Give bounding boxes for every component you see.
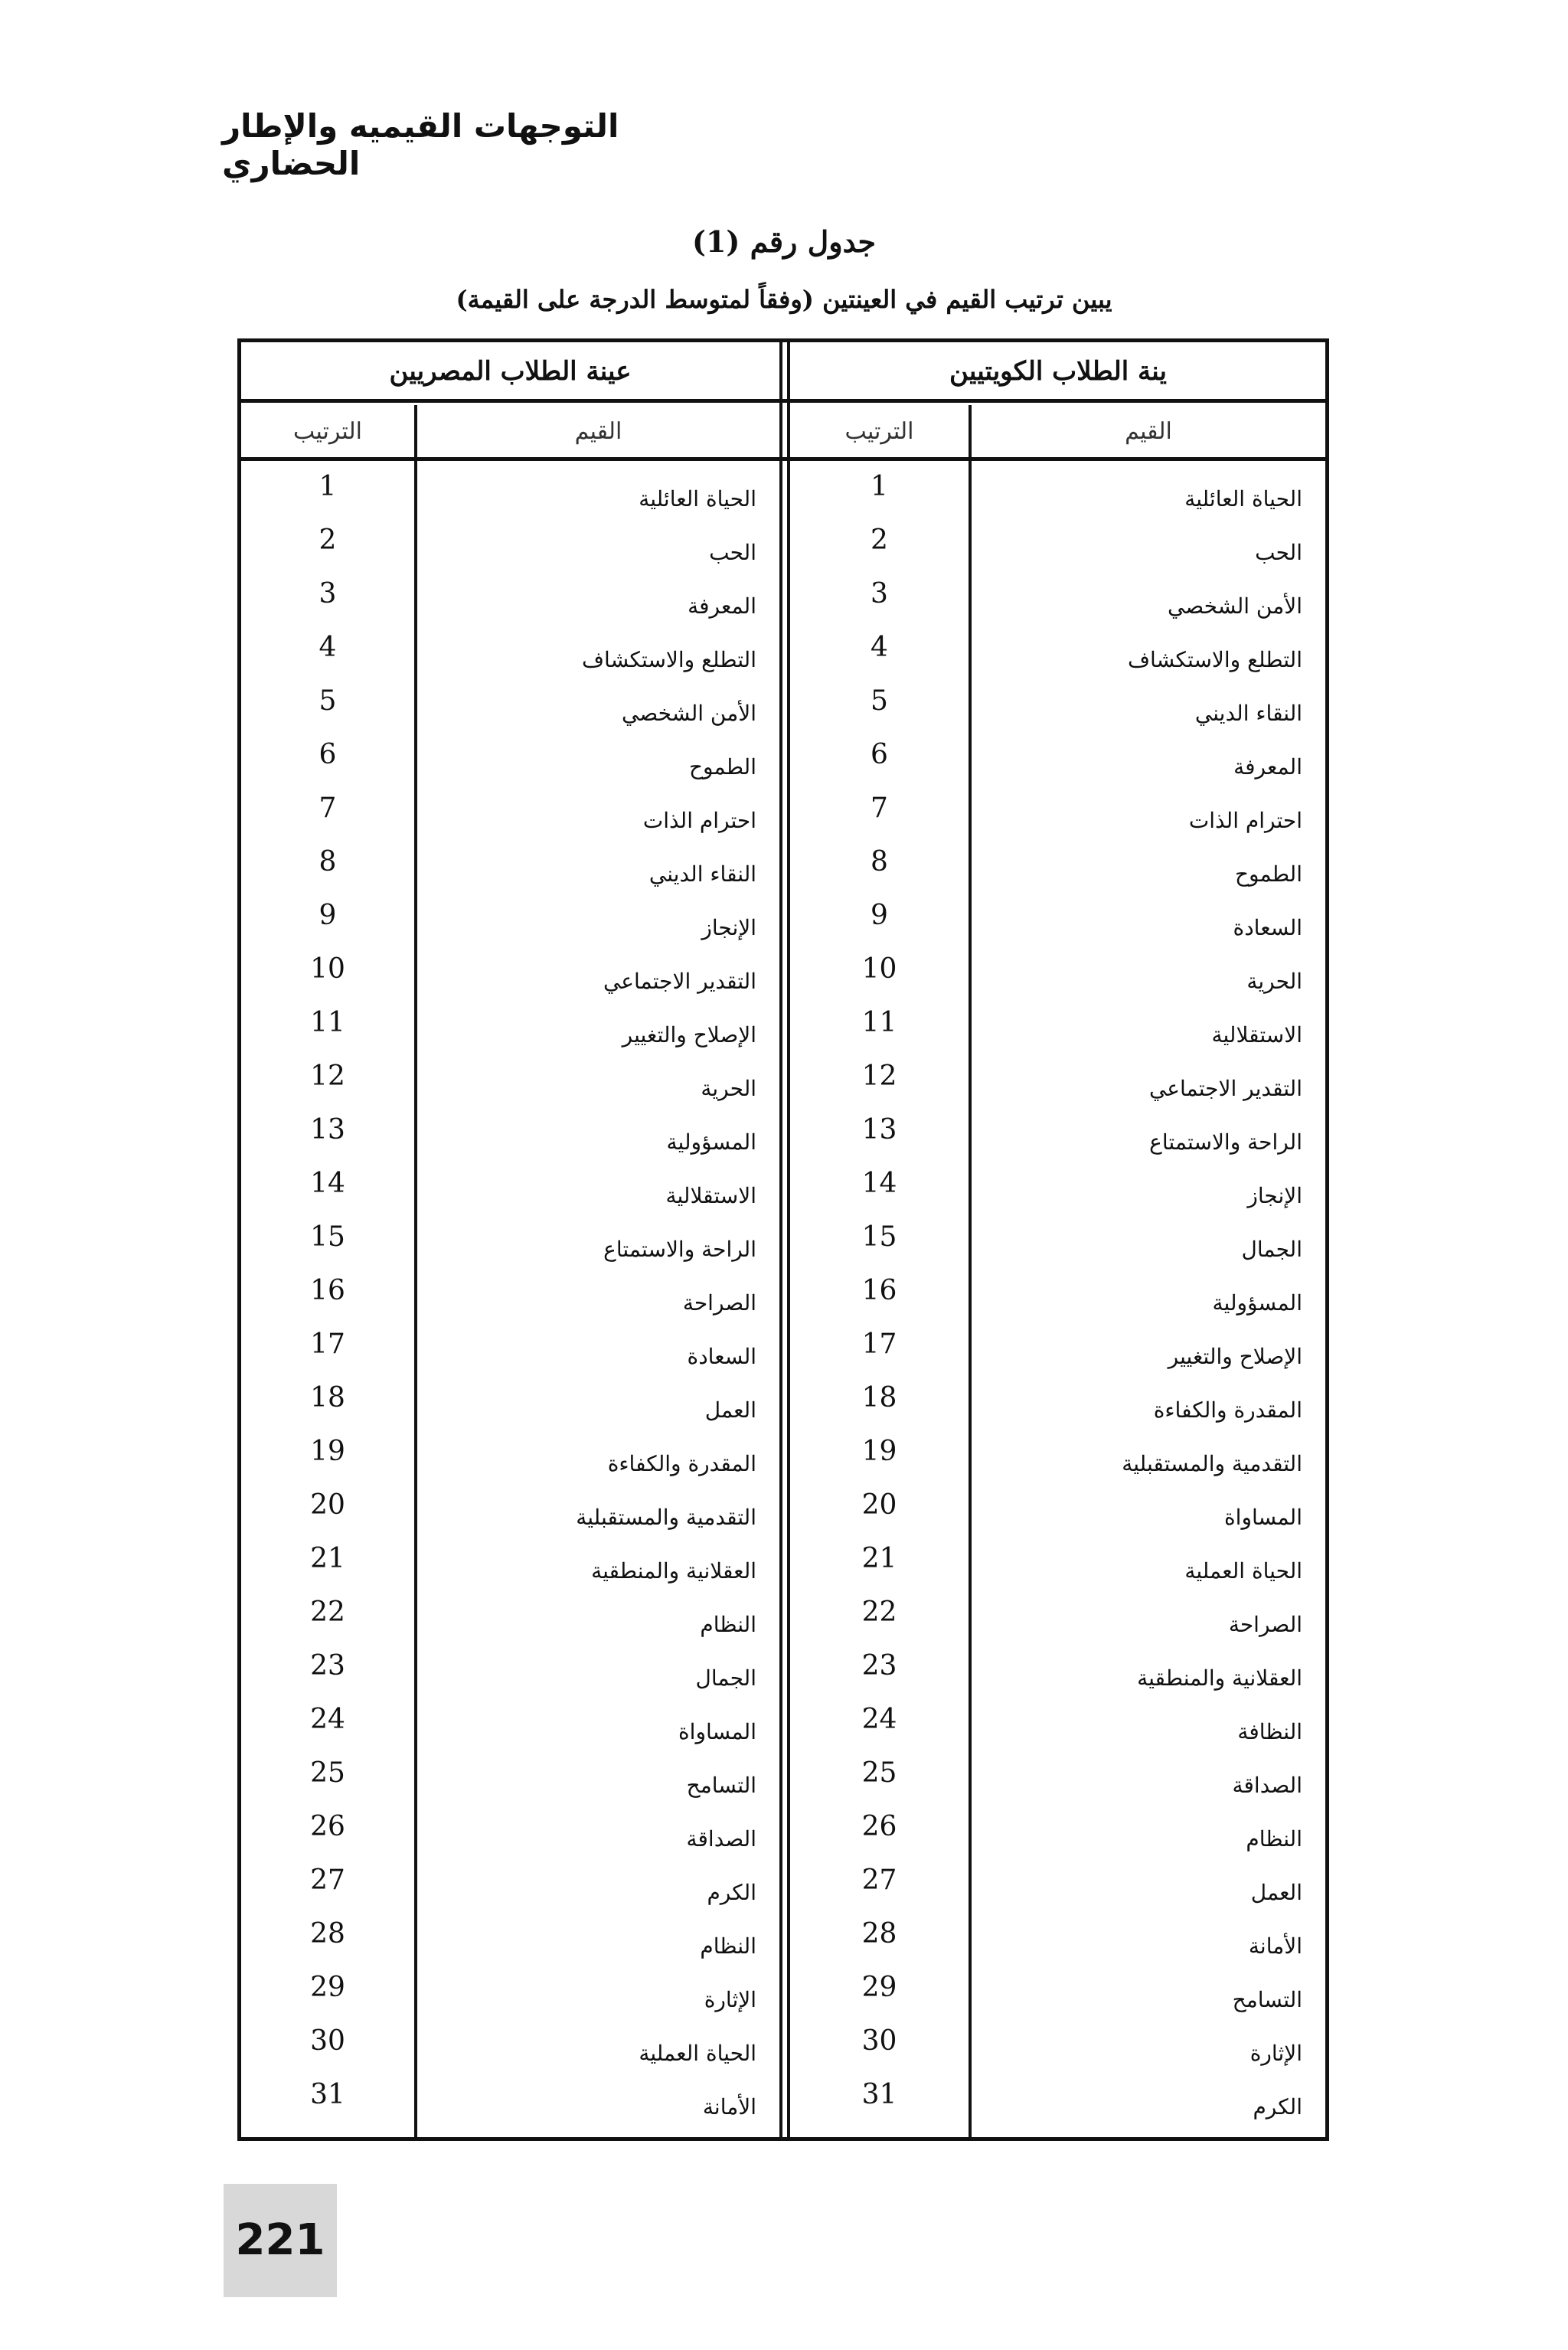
kuwaiti-rank-cell: 3 — [871, 578, 888, 610]
table-row — [241, 1482, 1325, 1535]
table-row — [241, 1589, 1325, 1642]
kuwaiti-rank-cell: 26 — [861, 1811, 897, 1842]
kuwaiti-value-cell: السعادة — [1233, 915, 1302, 940]
table-row — [241, 946, 1325, 999]
kuwaiti-value-cell: النقاء الديني — [1194, 701, 1302, 726]
kuwaiti-value-cell: الإنجاز — [1247, 1183, 1302, 1208]
egyptian-value-cell: الأمانة — [702, 2094, 756, 2120]
egyptian-rank-cell: 6 — [318, 739, 337, 770]
egyptian-value-cell: المساواة — [678, 1719, 756, 1744]
egyptian-rank-cell: 13 — [310, 1114, 345, 1146]
table-row — [241, 2071, 1325, 2125]
egyptian-rank-cell: 16 — [310, 1275, 345, 1306]
kuwaiti-rank-cell: 24 — [861, 1704, 897, 1735]
egyptian-value-cell: النظام — [700, 1933, 756, 1959]
egyptian-value-cell: الصراحة — [682, 1290, 756, 1316]
egyptian-rank-cell: 25 — [310, 1757, 345, 1789]
egyptian-rank-cell: 26 — [310, 1811, 345, 1842]
kuwaiti-rank-cell: 10 — [861, 953, 897, 985]
egyptian-rank-cell: 15 — [310, 1221, 345, 1253]
kuwaiti-value-cell: الإصلاح والتغيير — [1168, 1344, 1302, 1369]
kuwaiti-value-cell: الأمن الشخصي — [1168, 593, 1302, 619]
table-row — [241, 570, 1325, 624]
egyptian-rank-cell: 21 — [310, 1543, 345, 1574]
kuwaiti-value-cell: المعرفة — [1233, 754, 1302, 780]
egyptian-value-cell: الكرم — [707, 1880, 756, 1905]
kuwaiti-rank-cell: 15 — [861, 1221, 897, 1253]
egyptian-rank-cell: 19 — [310, 1436, 345, 1467]
kuwaiti-rank-cell: 9 — [871, 900, 888, 931]
egyptian-value-cell: المسؤولية — [666, 1129, 756, 1155]
table-row — [241, 999, 1325, 1053]
ranking-table — [237, 338, 1329, 2141]
kuwaiti-rank-cell: 17 — [861, 1329, 897, 1360]
kuwaiti-value-cell: التطلع والاستكشاف — [1128, 647, 1302, 672]
egyptian-rank-cell: 22 — [310, 1597, 345, 1628]
kuwaiti-rank-cell: 6 — [871, 739, 888, 770]
egyptian-value-cell: التقدير الاجتماعي — [603, 969, 756, 994]
kuwaiti-value-cell: العقلانية والمنطقية — [1137, 1665, 1302, 1691]
kuwaiti-value-cell: النظام — [1246, 1826, 1302, 1852]
kuwaiti-value-cell: الكرم — [1253, 2094, 1302, 2120]
kuwaiti-rank-cell: 22 — [861, 1597, 897, 1628]
kuwaiti-value-cell: الأمانة — [1248, 1933, 1302, 1959]
egyptian-rank-cell: 28 — [310, 1918, 345, 1950]
kuwaiti-rank-cell: 28 — [861, 1918, 897, 1950]
kuwaiti-rank-cell: 14 — [861, 1168, 897, 1199]
kuwaiti-value-cell: المساواة — [1224, 1505, 1302, 1530]
table-row — [241, 1106, 1325, 1160]
table-row — [241, 1857, 1325, 1910]
kuwaiti-value-cell: الحب — [1255, 540, 1302, 565]
egyptian-value-cell: المقدرة والكفاءة — [607, 1451, 756, 1476]
kuwaiti-value-cell: الطموح — [1234, 861, 1302, 887]
egyptian-rank-cell: 17 — [310, 1329, 345, 1360]
egyptian-value-cell: الجمال — [695, 1665, 756, 1691]
kuwaiti-value-cell: التقدير الاجتماعي — [1148, 1076, 1302, 1101]
egyptian-value-cell: النقاء الديني — [648, 861, 756, 887]
egyptian-rank-cell: 3 — [318, 578, 337, 610]
kuwaiti-rank-cell: 20 — [861, 1489, 897, 1521]
egyptian-rank-cell: 20 — [310, 1489, 345, 1521]
kuwaiti-value-cell: الصداقة — [1232, 1773, 1302, 1798]
table-row — [241, 678, 1325, 731]
table-row — [241, 731, 1325, 785]
egyptian-rank-cell: 18 — [310, 1382, 345, 1414]
egyptian-value-cell: الطموح — [688, 754, 756, 780]
kuwaiti-sample-title: ينة الطلاب الكويتيين — [949, 356, 1167, 387]
running-header: التوجهات القيميه والإطار الحضاري — [222, 107, 619, 182]
table-number: جدول رقم (1) — [691, 224, 877, 259]
kuwaiti-rank-cell: 16 — [861, 1275, 897, 1306]
egyptian-rank-cell: 8 — [318, 846, 337, 878]
kuwaiti-value-cell: الراحة والاستمتاع — [1149, 1129, 1302, 1155]
egyptian-value-cell: الحب — [709, 540, 756, 565]
kuwaiti-rank-cell: 8 — [871, 846, 888, 878]
kuwaiti-value-cell: الاستقلالية — [1211, 1022, 1302, 1048]
table-row — [241, 1910, 1325, 1964]
kuwaiti-rank-cell: 2 — [871, 525, 888, 556]
table-row — [241, 785, 1325, 838]
table-row — [241, 1428, 1325, 1482]
egyptian-value-cell: الاستقلالية — [665, 1183, 756, 1208]
table-row — [241, 1160, 1325, 1214]
kuwaiti-rank-cell: 30 — [861, 2025, 897, 2057]
egyptian-rank-cell: 12 — [310, 1061, 345, 1092]
egyptian-value-cell: العمل — [704, 1397, 756, 1423]
page-number: 221 — [224, 2184, 337, 2297]
egyptian-value-cell: التطلع والاستكشاف — [582, 647, 756, 672]
kuwaiti-value-cell: الإثارة — [1250, 2041, 1302, 2066]
egyptian-rank-cell: 24 — [310, 1704, 345, 1735]
kuwaiti-rank-cell: 12 — [861, 1061, 897, 1092]
egyptian-value-cell: الإنجاز — [701, 915, 756, 940]
egyptian-value-cell: النظام — [700, 1612, 756, 1637]
table-row — [241, 2018, 1325, 2071]
egyptian-value-cell: الإصلاح والتغيير — [622, 1022, 756, 1048]
kuwaiti-value-cell: احترام الذات — [1188, 808, 1302, 833]
kuwaiti-rank-cell: 1 — [871, 471, 888, 502]
kuwaiti-rank-cell: 4 — [871, 632, 888, 663]
egyptian-rank-cell: 9 — [318, 900, 337, 931]
egyptian-rank-cell: 27 — [310, 1865, 345, 1896]
kuwaiti-rank-header: الترتيب — [844, 418, 914, 445]
table-row — [241, 892, 1325, 946]
egyptian-value-header: القيم — [574, 418, 622, 445]
egyptian-rank-cell: 30 — [310, 2025, 345, 2057]
egyptian-value-cell: التقدمية والمستقبلية — [576, 1505, 756, 1530]
kuwaiti-value-cell: الصراحة — [1228, 1612, 1302, 1637]
kuwaiti-rank-cell: 21 — [861, 1543, 897, 1574]
egyptian-value-cell: الصداقة — [686, 1826, 756, 1852]
egyptian-sample-title: عينة الطلاب المصريين — [389, 356, 632, 387]
kuwaiti-rank-cell: 23 — [861, 1650, 897, 1682]
kuwaiti-rank-cell: 19 — [861, 1436, 897, 1467]
egyptian-value-cell: المعرفة — [688, 593, 756, 619]
egyptian-value-cell: الحياة العائلية — [639, 486, 756, 512]
table-row — [241, 1696, 1325, 1750]
kuwaiti-rank-cell: 5 — [871, 685, 888, 717]
kuwaiti-value-cell: الجمال — [1241, 1237, 1302, 1262]
egyptian-value-cell: الحياة العملية — [639, 2041, 756, 2066]
egyptian-rank-cell: 4 — [318, 632, 337, 663]
kuwaiti-rank-cell: 13 — [861, 1114, 897, 1146]
kuwaiti-rank-cell: 27 — [861, 1865, 897, 1896]
kuwaiti-value-cell: النظافة — [1237, 1719, 1302, 1744]
table-row — [241, 1214, 1325, 1267]
table-row — [241, 1267, 1325, 1321]
kuwaiti-value-cell: العمل — [1250, 1880, 1302, 1905]
kuwaiti-value-cell: المسؤولية — [1212, 1290, 1302, 1316]
kuwaiti-rank-cell: 25 — [861, 1757, 897, 1789]
table-row — [241, 838, 1325, 892]
table-row — [241, 517, 1325, 570]
table-row — [241, 1053, 1325, 1106]
table-row — [241, 1803, 1325, 1857]
egyptian-rank-cell: 7 — [318, 793, 337, 824]
table-row — [241, 1374, 1325, 1428]
kuwaiti-value-cell: الحرية — [1246, 969, 1302, 994]
egyptian-value-cell: العقلانية والمنطقية — [591, 1558, 756, 1584]
kuwaiti-rank-cell: 7 — [871, 793, 888, 824]
table-row — [241, 1535, 1325, 1589]
egyptian-rank-cell: 1 — [318, 471, 337, 502]
table-row — [241, 1642, 1325, 1696]
egyptian-rank-cell: 31 — [310, 2079, 345, 2110]
egyptian-rank-cell: 14 — [310, 1168, 345, 1199]
table-row — [241, 1964, 1325, 2018]
egyptian-rank-cell: 2 — [318, 525, 337, 556]
table-caption: يبين ترتيب القيم في العينتين (وفقاً لمتوسط الدرجة على القيمة) — [456, 285, 1112, 314]
table-row — [241, 1321, 1325, 1374]
egyptian-rank-cell: 10 — [310, 953, 345, 985]
egyptian-value-cell: التسامح — [686, 1773, 756, 1798]
kuwaiti-value-cell: التقدمية والمستقبلية — [1122, 1451, 1302, 1476]
kuwaiti-rank-cell: 11 — [861, 1007, 897, 1038]
egyptian-rank-cell: 11 — [310, 1007, 345, 1038]
egyptian-value-cell: الحرية — [701, 1076, 756, 1101]
table-row — [241, 463, 1325, 517]
table-row — [241, 624, 1325, 678]
egyptian-rank-cell: 5 — [318, 685, 337, 717]
egyptian-rank-cell: 29 — [310, 1972, 345, 2003]
kuwaiti-value-header: القيم — [1125, 418, 1172, 445]
egyptian-value-cell: الأمن الشخصي — [622, 701, 756, 726]
kuwaiti-value-cell: الحياة العائلية — [1184, 486, 1302, 512]
kuwaiti-value-cell: الحياة العملية — [1184, 1558, 1302, 1584]
kuwaiti-rank-cell: 29 — [861, 1972, 897, 2003]
kuwaiti-value-cell: المقدرة والكفاءة — [1153, 1397, 1302, 1423]
egyptian-rank-cell: 23 — [310, 1650, 345, 1682]
kuwaiti-rank-cell: 18 — [861, 1382, 897, 1414]
egyptian-rank-header: الترتيب — [293, 418, 362, 445]
kuwaiti-value-cell: التسامح — [1232, 1987, 1302, 2012]
egyptian-value-cell: السعادة — [687, 1344, 756, 1369]
egyptian-value-cell: احترام الذات — [642, 808, 756, 833]
egyptian-value-cell: الراحة والاستمتاع — [603, 1237, 756, 1262]
egyptian-value-cell: الإثارة — [704, 1987, 756, 2012]
kuwaiti-rank-cell: 31 — [861, 2079, 897, 2110]
table-row — [241, 1750, 1325, 1803]
